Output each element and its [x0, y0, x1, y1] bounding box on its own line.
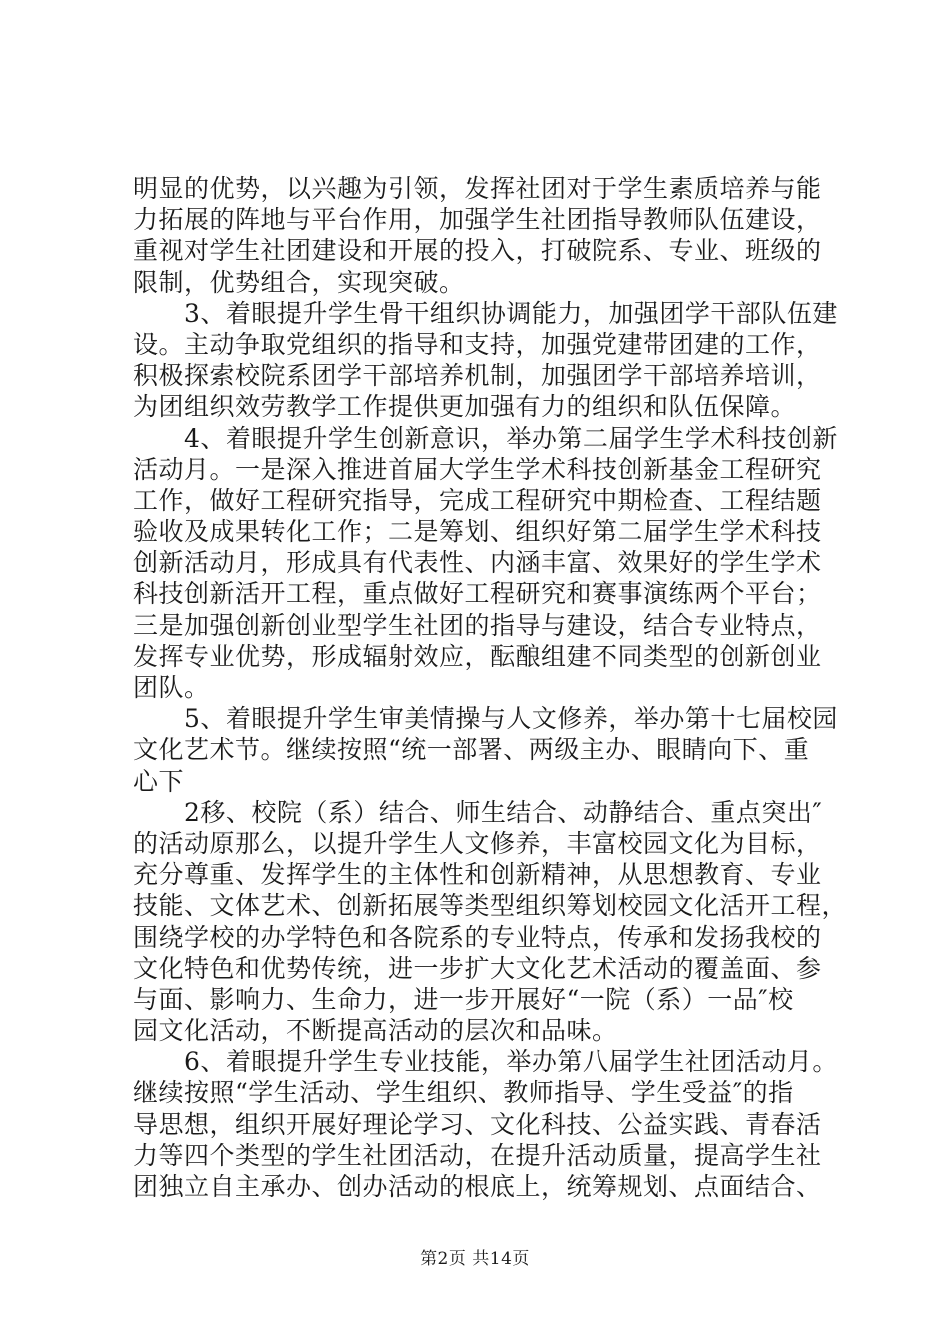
- text-line: 园文化活动，不断提高活动的层次和品味。: [133, 1016, 618, 1046]
- text-line: 验收及成果转化工作；二是筹划、组织好第二届学生学术科技: [133, 517, 822, 547]
- text-line: 3、着眼提升学生骨干组织协调能力，加强团学干部队伍建: [133, 298, 838, 328]
- text-line: 工作，做好工程研究指导，完成工程研究中期检查、工程结题: [133, 485, 822, 515]
- text-line: 心下: [133, 766, 185, 796]
- text-line: 创新活动月，形成具有代表性、内涵丰富、效果好的学生学术: [133, 548, 822, 578]
- text-line: 围绕学校的办学特色和各院系的专业特点，传承和发扬我校的: [133, 922, 822, 952]
- text-line: 为团组织效劳教学工作提供更加强有力的组织和队伍保障。: [133, 392, 797, 422]
- text-line: 活动月。一是深入推进首届大学生学术科技创新基金工程研究: [133, 454, 822, 484]
- text-line: 2移、校院（系）结合、师生结合、动静结合、重点突出″: [133, 797, 823, 827]
- text-line: 三是加强创新创业型学生社团的指导与建设，结合专业特点，: [133, 610, 822, 640]
- text-line: 导思想，组织开展好理论学习、文化科技、公益实践、青春活: [133, 1109, 822, 1139]
- text-line: 4、着眼提升学生创新意识，举办第二届学生学术科技创新: [133, 423, 838, 453]
- text-line: 积极探索校院系团学干部培养机制，加强团学干部培养培训，: [133, 361, 822, 391]
- text-line: 明显的优势，以兴趣为引领，发挥社团对于学生素质培养与能: [133, 174, 822, 203]
- text-line: 文化特色和优势传统，进一步扩大文化艺术活动的覆盖面、参: [133, 953, 822, 983]
- text-line: 科技创新活开工程，重点做好工程研究和赛事演练两个平台；: [133, 579, 822, 609]
- text-line: 继续按照“学生活动、学生组织、教师指导、学生受益″的指: [133, 1078, 794, 1108]
- text-line: 重视对学生社团建设和开展的投入，打破院系、专业、班级的: [133, 236, 822, 266]
- page-number: 第2页 共14页: [420, 1249, 530, 1269]
- text-line: 力等四个类型的学生社团活动，在提升活动质量，提高学生社: [133, 1140, 822, 1170]
- text-line: 设。主动争取党组织的指导和支持，加强党建带团建的工作，: [133, 329, 822, 359]
- text-line: 充分尊重、发挥学生的主体性和创新精神，从思想教育、专业: [133, 860, 822, 890]
- text-line: 发挥专业优势，形成辐射效应，酝酿组建不同类型的创新创业: [133, 641, 822, 671]
- text-line: 力拓展的阵地与平台作用，加强学生社团指导教师队伍建设，: [133, 205, 822, 235]
- text-line: 的活动原那么，以提升学生人文修养，丰富校园文化为目标，: [133, 828, 822, 858]
- text-line: 与面、影响力、生命力，进一步开展好“一院（系）一品″校: [133, 984, 794, 1014]
- text-line: 技能、文体艺术、创新拓展等类型组织筹划校园文化活开工程，: [133, 891, 848, 921]
- page-footer: [0, 1244, 950, 1269]
- text-line: 团独立自主承办、创办活动的根底上，统筹规划、点面结合、: [133, 1172, 822, 1201]
- body-text: [133, 173, 848, 1202]
- text-line: 文化艺术节。继续按照“统一部署、两级主办、眼睛向下、重: [133, 735, 810, 765]
- text-line: 6、着眼提升学生专业技能，举办第八届学生社团活动月。: [133, 1047, 838, 1077]
- text-line: 限制，优势组合，实现突破。: [133, 267, 465, 297]
- text-line: 团队。: [133, 673, 210, 702]
- text-line: 5、着眼提升学生审美情操与人文修养，举办第十七届校园: [133, 704, 838, 734]
